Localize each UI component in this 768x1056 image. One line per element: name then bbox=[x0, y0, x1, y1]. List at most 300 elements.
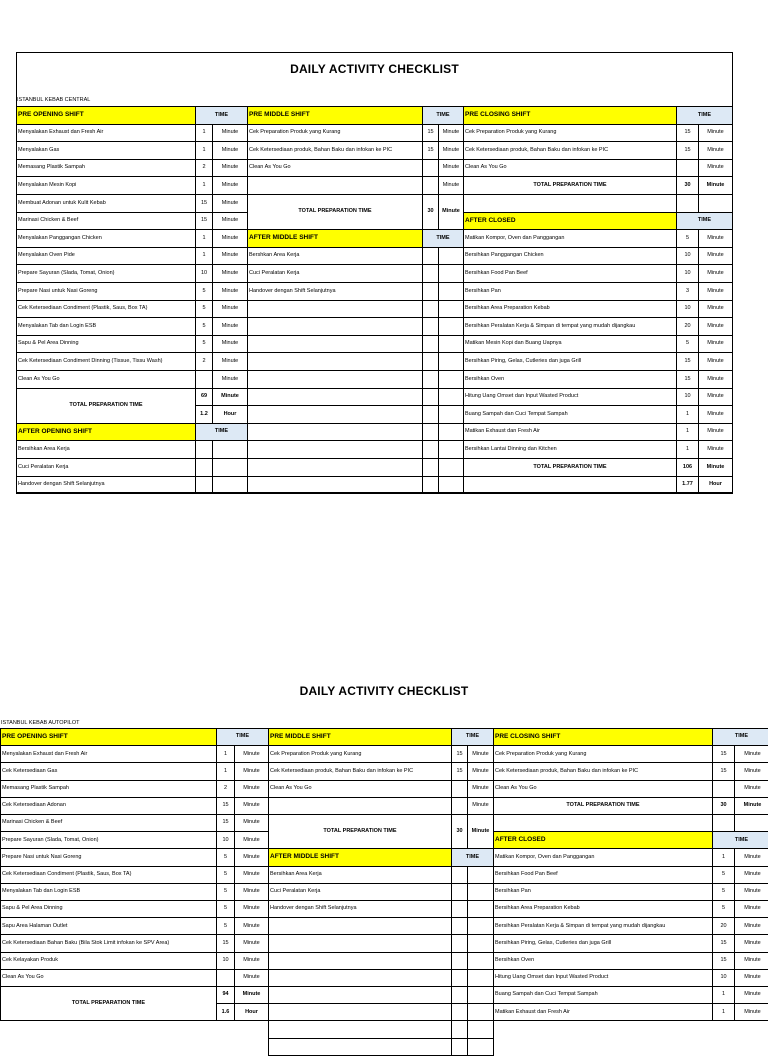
empty-cell bbox=[212, 476, 248, 495]
section-header-after-opening: AFTER OPENING SHIFT bbox=[16, 423, 196, 442]
task-minutes bbox=[195, 370, 213, 389]
unit-label: Minute bbox=[698, 176, 733, 195]
checklist-sheet-central bbox=[16, 52, 733, 493]
unit-label: Minute bbox=[698, 370, 733, 389]
task-label: Menyalakan Tab dan Login ESB bbox=[16, 317, 196, 336]
unit-label: Minute bbox=[698, 159, 733, 178]
task-label: Matikan Exhaust dan Fresh Air bbox=[463, 423, 677, 442]
unit-label: Minute bbox=[234, 952, 269, 970]
task-label: Prepare Sayuran (Slada, Tomat, Onion) bbox=[16, 264, 196, 283]
empty-cell bbox=[422, 370, 439, 389]
task-label: Hitung Uang Omset dan Input Wasted Product bbox=[493, 969, 713, 987]
empty-cell bbox=[247, 405, 423, 424]
task-label: Clean As You Go bbox=[268, 780, 452, 798]
task-minutes: 1 bbox=[195, 176, 213, 195]
unit-label: Minute bbox=[734, 762, 768, 780]
task-label: Bersihkan Lantai Dinning dan Kitchen bbox=[463, 440, 677, 459]
task-minutes: 1 bbox=[676, 423, 699, 442]
unit-label: Minute bbox=[234, 745, 269, 763]
task-minutes: 15 bbox=[712, 745, 735, 763]
empty-cell bbox=[451, 934, 468, 952]
task-label: Bersihkan Pan bbox=[493, 883, 713, 901]
unit-label: Minute bbox=[234, 917, 269, 935]
task-minutes: 15 bbox=[216, 797, 235, 815]
unit-label: Minute bbox=[698, 388, 733, 407]
task-minutes: 10 bbox=[676, 388, 699, 407]
total-preparation-label: TOTAL PREPARATION TIME bbox=[493, 797, 713, 815]
empty-cell bbox=[467, 934, 494, 952]
unit-label: Minute bbox=[438, 176, 464, 195]
task-minutes: 15 bbox=[676, 370, 699, 389]
section-header-after-middle: AFTER MIDDLE SHIFT bbox=[268, 848, 452, 866]
empty-cell bbox=[467, 1003, 494, 1021]
empty-cell bbox=[451, 1020, 468, 1038]
empty-cell bbox=[463, 194, 677, 213]
unit-label: Minute bbox=[212, 212, 248, 231]
unit-label: Minute bbox=[734, 917, 768, 935]
empty-cell bbox=[467, 969, 494, 987]
unit-label: Minute bbox=[438, 141, 464, 160]
empty-cell bbox=[467, 883, 494, 901]
time-header: TIME bbox=[216, 728, 269, 746]
empty-cell bbox=[247, 458, 423, 477]
unit-label: Minute bbox=[212, 300, 248, 319]
task-minutes: 5 bbox=[676, 229, 699, 248]
unit-label: Minute bbox=[698, 405, 733, 424]
unit-label: Minute bbox=[212, 264, 248, 283]
unit-label: Minute bbox=[234, 866, 269, 884]
unit-label: Minute bbox=[234, 762, 269, 780]
unit-label: Minute bbox=[212, 176, 248, 195]
task-label: Marinasi Chicken & Beef bbox=[0, 814, 217, 832]
task-label: Cek Ketersediaan Gas bbox=[0, 762, 217, 780]
empty-cell bbox=[467, 917, 494, 935]
empty-cell bbox=[451, 1038, 468, 1056]
empty-cell bbox=[438, 352, 464, 371]
unit-label: Minute bbox=[698, 264, 733, 283]
total-minutes: 30 bbox=[712, 797, 735, 815]
empty-cell bbox=[463, 476, 677, 495]
empty-cell bbox=[268, 917, 452, 935]
empty-cell bbox=[247, 317, 423, 336]
task-label: Menyalakan Mesin Kopi bbox=[16, 176, 196, 195]
total-minutes: 69 bbox=[195, 388, 213, 407]
task-label: Bersihkan Piring, Gelas, Cutleries dan juga Grill bbox=[493, 934, 713, 952]
checklist-sheet-autopilot bbox=[0, 672, 768, 1024]
unit-label: Minute bbox=[698, 352, 733, 371]
unit-label: Minute bbox=[212, 282, 248, 301]
task-label: Bersihkan Peralatan Kerja & Simpan di tempat yang mudah dijangkau bbox=[493, 917, 713, 935]
empty-cell bbox=[451, 883, 468, 901]
task-minutes: 1 bbox=[676, 405, 699, 424]
task-label: Handover dengan Shift Selanjutnya bbox=[268, 900, 452, 918]
unit-label: Minute bbox=[467, 814, 494, 849]
total-minutes: 106 bbox=[676, 458, 699, 477]
empty-cell bbox=[438, 264, 464, 283]
section-header-pre-closing: PRE CLOSING SHIFT bbox=[463, 106, 677, 125]
task-minutes: 1 bbox=[195, 229, 213, 248]
empty-cell bbox=[422, 458, 439, 477]
empty-cell bbox=[268, 986, 452, 1004]
empty-cell bbox=[212, 440, 248, 459]
empty-cell bbox=[247, 440, 423, 459]
unit-label: Minute bbox=[698, 423, 733, 442]
section-header-after-middle: AFTER MIDDLE SHIFT bbox=[247, 229, 423, 248]
empty-cell bbox=[438, 405, 464, 424]
empty-cell bbox=[268, 1003, 452, 1021]
total-preparation-label: TOTAL PREPARATION TIME bbox=[463, 458, 677, 477]
task-label: Prepare Sayuran (Slada, Tomat, Onion) bbox=[0, 831, 217, 849]
empty-cell bbox=[195, 476, 213, 495]
empty-cell bbox=[268, 1038, 452, 1056]
task-label: Handover dengan Shift Selanjutnya bbox=[16, 476, 196, 495]
task-label: Bersihkan Area Preparation Kebab bbox=[463, 300, 677, 319]
task-minutes: 15 bbox=[676, 352, 699, 371]
unit-label: Minute bbox=[212, 229, 248, 248]
unit-label: Minute bbox=[234, 986, 269, 1004]
unit-label: Minute bbox=[234, 848, 269, 866]
task-minutes: 15 bbox=[422, 124, 439, 143]
empty-cell bbox=[467, 866, 494, 884]
sheet-title: DAILY ACTIVITY CHECKLIST bbox=[290, 62, 459, 76]
task-label: Membuat Adonan untuk Kulit Kebab bbox=[16, 194, 196, 213]
empty-cell bbox=[451, 969, 468, 987]
task-minutes: 10 bbox=[676, 264, 699, 283]
unit-label: Hour bbox=[698, 476, 733, 495]
empty-cell bbox=[676, 194, 699, 213]
unit-label: Minute bbox=[467, 762, 494, 780]
unit-label: Minute bbox=[212, 247, 248, 266]
task-label: Bersihkan Food Pan Beef bbox=[463, 264, 677, 283]
task-minutes: 15 bbox=[712, 934, 735, 952]
section-header-after-closed: AFTER CLOSED bbox=[493, 831, 713, 849]
unit-label: Minute bbox=[734, 848, 768, 866]
empty-cell bbox=[451, 986, 468, 1004]
task-label: Sapu & Pel Area Dinning bbox=[16, 335, 196, 354]
unit-label: Minute bbox=[734, 986, 768, 1004]
total-minutes: 94 bbox=[216, 986, 235, 1004]
empty-cell bbox=[247, 335, 423, 354]
empty-cell bbox=[438, 458, 464, 477]
unit-label: Minute bbox=[698, 317, 733, 336]
empty-cell bbox=[451, 1003, 468, 1021]
empty-cell bbox=[247, 300, 423, 319]
empty-cell bbox=[422, 335, 439, 354]
unit-label: Minute bbox=[698, 458, 733, 477]
section-header-pre-opening: PRE OPENING SHIFT bbox=[0, 728, 217, 746]
time-header: TIME bbox=[195, 106, 248, 125]
task-minutes: 5 bbox=[676, 335, 699, 354]
task-label: Prepare Nasi untuk Nasi Goreng bbox=[0, 848, 217, 866]
task-label bbox=[268, 797, 452, 815]
task-minutes: 1 bbox=[216, 762, 235, 780]
task-minutes: 5 bbox=[195, 282, 213, 301]
unit-label: Minute bbox=[438, 194, 464, 230]
task-minutes bbox=[216, 969, 235, 987]
task-minutes: 2 bbox=[216, 780, 235, 798]
unit-label: Minute bbox=[734, 952, 768, 970]
section-header-pre-closing: PRE CLOSING SHIFT bbox=[493, 728, 713, 746]
task-label: Cek Ketersediaan produk, Bahan Baku dan infokan ke PIC bbox=[268, 762, 452, 780]
empty-cell bbox=[247, 476, 423, 495]
task-label: Cek Preparation Produk yang Kurang bbox=[247, 124, 423, 143]
empty-cell bbox=[268, 1020, 452, 1038]
task-label: Sapu & Pel Area Dinning bbox=[0, 900, 217, 918]
total-minutes: 30 bbox=[451, 814, 468, 849]
empty-cell bbox=[195, 458, 213, 477]
unit-label: Minute bbox=[212, 194, 248, 213]
unit-label: Minute bbox=[734, 866, 768, 884]
task-label: Bersihkan Piring, Gelas, Cutleries dan juga Grill bbox=[463, 352, 677, 371]
task-label: Cek Ketersediaan Adonan bbox=[0, 797, 217, 815]
empty-cell bbox=[467, 1020, 494, 1038]
task-label: Matikan Kompor, Oven dan Panggangan bbox=[463, 229, 677, 248]
unit-label: Minute bbox=[698, 229, 733, 248]
task-label: Menyalakan Exhaust dan Fresh Air bbox=[0, 745, 217, 763]
unit-label: Minute bbox=[698, 124, 733, 143]
unit-label: Minute bbox=[734, 745, 768, 763]
empty-cell bbox=[438, 335, 464, 354]
task-label: Buang Sampah dan Cuci Tempat Sampah bbox=[493, 986, 713, 1004]
task-label: Marinasi Chicken & Beef bbox=[16, 212, 196, 231]
time-header: TIME bbox=[422, 106, 464, 125]
time-header: TIME bbox=[676, 212, 733, 231]
task-label: Cuci Peralatan Kerja bbox=[16, 458, 196, 477]
sheet-title: DAILY ACTIVITY CHECKLIST bbox=[299, 684, 469, 698]
task-label: Cek Preparation Produk yang Kurang bbox=[268, 745, 452, 763]
task-minutes: 10 bbox=[216, 952, 235, 970]
time-header: TIME bbox=[712, 831, 768, 849]
task-minutes: 15 bbox=[195, 194, 213, 213]
task-minutes bbox=[676, 159, 699, 178]
task-label: Buang Sampah dan Cuci Tempat Sampah bbox=[463, 405, 677, 424]
unit-label: Minute bbox=[234, 814, 269, 832]
task-minutes: 20 bbox=[676, 317, 699, 336]
empty-cell bbox=[438, 317, 464, 336]
empty-cell bbox=[467, 952, 494, 970]
task-label: Cek Ketersediaan Condiment (Plastik, Saus, Box TA) bbox=[16, 300, 196, 319]
location-label: ISTANBUL KEBAB CENTRAL bbox=[17, 97, 91, 103]
empty-cell bbox=[438, 370, 464, 389]
task-minutes bbox=[422, 176, 439, 195]
task-minutes: 5 bbox=[216, 848, 235, 866]
task-label: Menyalakan Gas bbox=[16, 141, 196, 160]
task-minutes bbox=[451, 797, 468, 815]
unit-label: Minute bbox=[698, 440, 733, 459]
unit-label: Minute bbox=[734, 900, 768, 918]
empty-cell bbox=[422, 317, 439, 336]
unit-label: Minute bbox=[734, 934, 768, 952]
unit-label: Minute bbox=[734, 780, 768, 798]
task-minutes bbox=[451, 780, 468, 798]
time-header: TIME bbox=[451, 848, 494, 866]
empty-cell bbox=[422, 247, 439, 266]
empty-cell bbox=[734, 814, 768, 832]
empty-cell bbox=[212, 458, 248, 477]
task-label: Clean As You Go bbox=[16, 370, 196, 389]
unit-label: Minute bbox=[467, 745, 494, 763]
empty-cell bbox=[268, 969, 452, 987]
task-minutes: 15 bbox=[216, 934, 235, 952]
task-label: Menyalakan Tab dan Login ESB bbox=[0, 883, 217, 901]
unit-label: Hour bbox=[212, 405, 248, 424]
task-label: Cek Preparation Produk yang Kurang bbox=[493, 745, 713, 763]
task-label: Bersihkan Oven bbox=[463, 370, 677, 389]
task-label: Bersihkan Area Preparation Kebab bbox=[493, 900, 713, 918]
total-preparation-label: TOTAL PREPARATION TIME bbox=[268, 814, 452, 849]
unit-label: Hour bbox=[234, 1003, 269, 1021]
empty-cell bbox=[438, 388, 464, 407]
unit-label: Minute bbox=[698, 335, 733, 354]
unit-label: Minute bbox=[212, 352, 248, 371]
task-minutes: 1 bbox=[712, 1003, 735, 1021]
empty-cell bbox=[422, 423, 439, 442]
task-label: Bersihkan Panggangan Chicken bbox=[463, 247, 677, 266]
task-minutes: 1 bbox=[676, 440, 699, 459]
time-header: TIME bbox=[712, 728, 768, 746]
task-label: Memasang Plastik Sampah bbox=[16, 159, 196, 178]
task-label: Cek Ketersediaan produk, Bahan Baku dan infokan ke PIC bbox=[463, 141, 677, 160]
task-label: Cek Ketersediaan produk, Bahan Baku dan infokan ke PIC bbox=[247, 141, 423, 160]
task-label: Bersihkan Food Pan Beef bbox=[493, 866, 713, 884]
task-label: Bershkan Area Kerja bbox=[247, 247, 423, 266]
task-minutes bbox=[422, 159, 439, 178]
task-label: Cek Preparation Produk yang Kurang bbox=[463, 124, 677, 143]
empty-cell bbox=[467, 986, 494, 1004]
empty-cell bbox=[438, 476, 464, 495]
total-preparation-label: TOTAL PREPARATION TIME bbox=[16, 388, 196, 424]
task-label: Hitung Uang Omset dan Input Wasted Product bbox=[463, 388, 677, 407]
total-preparation-label: TOTAL PREPARATION TIME bbox=[0, 986, 217, 1021]
empty-cell bbox=[422, 282, 439, 301]
empty-cell bbox=[247, 370, 423, 389]
task-label: Cek Ketersediaan Condiment (Plastik, Saus, Box TA) bbox=[0, 866, 217, 884]
task-minutes: 15 bbox=[422, 141, 439, 160]
unit-label: Minute bbox=[212, 335, 248, 354]
unit-label: Minute bbox=[467, 780, 494, 798]
unit-label: Minute bbox=[212, 124, 248, 143]
empty-cell bbox=[268, 952, 452, 970]
task-label: Handover dengan Shift Selanjutnya bbox=[247, 282, 423, 301]
task-minutes: 10 bbox=[216, 831, 235, 849]
total-hours: 1.2 bbox=[195, 405, 213, 424]
empty-cell bbox=[467, 900, 494, 918]
unit-label: Minute bbox=[734, 969, 768, 987]
task-minutes: 5 bbox=[712, 900, 735, 918]
task-minutes: 15 bbox=[195, 212, 213, 231]
unit-label: Minute bbox=[234, 883, 269, 901]
unit-label: Minute bbox=[438, 124, 464, 143]
empty-cell bbox=[422, 388, 439, 407]
task-label: Sapu Area Halaman Outlet bbox=[0, 917, 217, 935]
task-minutes: 1 bbox=[712, 848, 735, 866]
time-header: TIME bbox=[451, 728, 494, 746]
empty-cell bbox=[195, 440, 213, 459]
unit-label: Minute bbox=[734, 797, 768, 815]
section-header-pre-middle: PRE MIDDLE SHIFT bbox=[268, 728, 452, 746]
task-label: Clean As You Go bbox=[247, 159, 423, 178]
unit-label: Minute bbox=[234, 900, 269, 918]
unit-label: Minute bbox=[212, 317, 248, 336]
task-minutes: 1 bbox=[216, 745, 235, 763]
empty-cell bbox=[247, 352, 423, 371]
empty-cell bbox=[422, 440, 439, 459]
total-minutes: 30 bbox=[422, 194, 439, 230]
task-minutes: 5 bbox=[712, 866, 735, 884]
task-minutes: 5 bbox=[216, 883, 235, 901]
empty-cell bbox=[438, 247, 464, 266]
unit-label: Minute bbox=[734, 1003, 768, 1021]
empty-cell bbox=[493, 814, 713, 832]
empty-cell bbox=[451, 952, 468, 970]
task-label: Matikan Exhaust dan Fresh Air bbox=[493, 1003, 713, 1021]
total-minutes: 30 bbox=[676, 176, 699, 195]
task-minutes: 10 bbox=[195, 264, 213, 283]
empty-cell bbox=[422, 300, 439, 319]
total-hours: 1.77 bbox=[676, 476, 699, 495]
task-label: Clean As You Go bbox=[0, 969, 217, 987]
task-minutes: 15 bbox=[676, 141, 699, 160]
time-header: TIME bbox=[676, 106, 733, 125]
section-header-pre-middle: PRE MIDDLE SHIFT bbox=[247, 106, 423, 125]
task-label: Bersihkan Pan bbox=[463, 282, 677, 301]
task-label: Cek Kelayakan Produk bbox=[0, 952, 217, 970]
empty-cell bbox=[422, 476, 439, 495]
total-preparation-label: TOTAL PREPARATION TIME bbox=[247, 194, 423, 230]
unit-label: Minute bbox=[212, 141, 248, 160]
task-label: Matikan Mesin Kopi dan Buang Uapnya bbox=[463, 335, 677, 354]
unit-label: Minute bbox=[212, 388, 248, 407]
task-label: Cek Ketersediaan produk, Bahan Baku dan infokan ke PIC bbox=[493, 762, 713, 780]
task-minutes: 15 bbox=[216, 814, 235, 832]
task-minutes: 10 bbox=[712, 969, 735, 987]
unit-label: Minute bbox=[234, 831, 269, 849]
task-label: Bersihkan Area Kerja bbox=[16, 440, 196, 459]
empty-cell bbox=[422, 352, 439, 371]
task-label: Menyalakan Exhaust dan Fresh Air bbox=[16, 124, 196, 143]
task-label: Memasang Plastik Sampah bbox=[0, 780, 217, 798]
task-minutes: 5 bbox=[216, 900, 235, 918]
empty-cell bbox=[268, 934, 452, 952]
empty-cell bbox=[247, 423, 423, 442]
task-minutes bbox=[712, 780, 735, 798]
total-hours: 1.6 bbox=[216, 1003, 235, 1021]
task-label bbox=[247, 176, 423, 195]
task-label: Matikan Kompor, Oven dan Panggangan bbox=[493, 848, 713, 866]
unit-label: Minute bbox=[234, 780, 269, 798]
unit-label: Minute bbox=[698, 300, 733, 319]
empty-cell bbox=[438, 282, 464, 301]
unit-label: Minute bbox=[234, 934, 269, 952]
task-minutes: 15 bbox=[676, 124, 699, 143]
task-label: Bersihkan Area Kerja bbox=[268, 866, 452, 884]
task-minutes: 15 bbox=[451, 745, 468, 763]
time-header: TIME bbox=[195, 423, 248, 442]
time-header: TIME bbox=[422, 229, 464, 248]
task-label: Prepare Nasi untuk Nasi Goreng bbox=[16, 282, 196, 301]
task-label: Bersihkan Oven bbox=[493, 952, 713, 970]
empty-cell bbox=[451, 917, 468, 935]
task-label: Cuci Peralatan Kerja bbox=[247, 264, 423, 283]
empty-cell bbox=[451, 866, 468, 884]
task-minutes: 5 bbox=[216, 866, 235, 884]
empty-cell bbox=[467, 1038, 494, 1056]
task-minutes: 20 bbox=[712, 917, 735, 935]
empty-cell bbox=[712, 814, 735, 832]
location-label: ISTANBUL KEBAB AUTOPILOT bbox=[1, 720, 80, 726]
unit-label: Minute bbox=[234, 797, 269, 815]
task-minutes: 5 bbox=[195, 335, 213, 354]
